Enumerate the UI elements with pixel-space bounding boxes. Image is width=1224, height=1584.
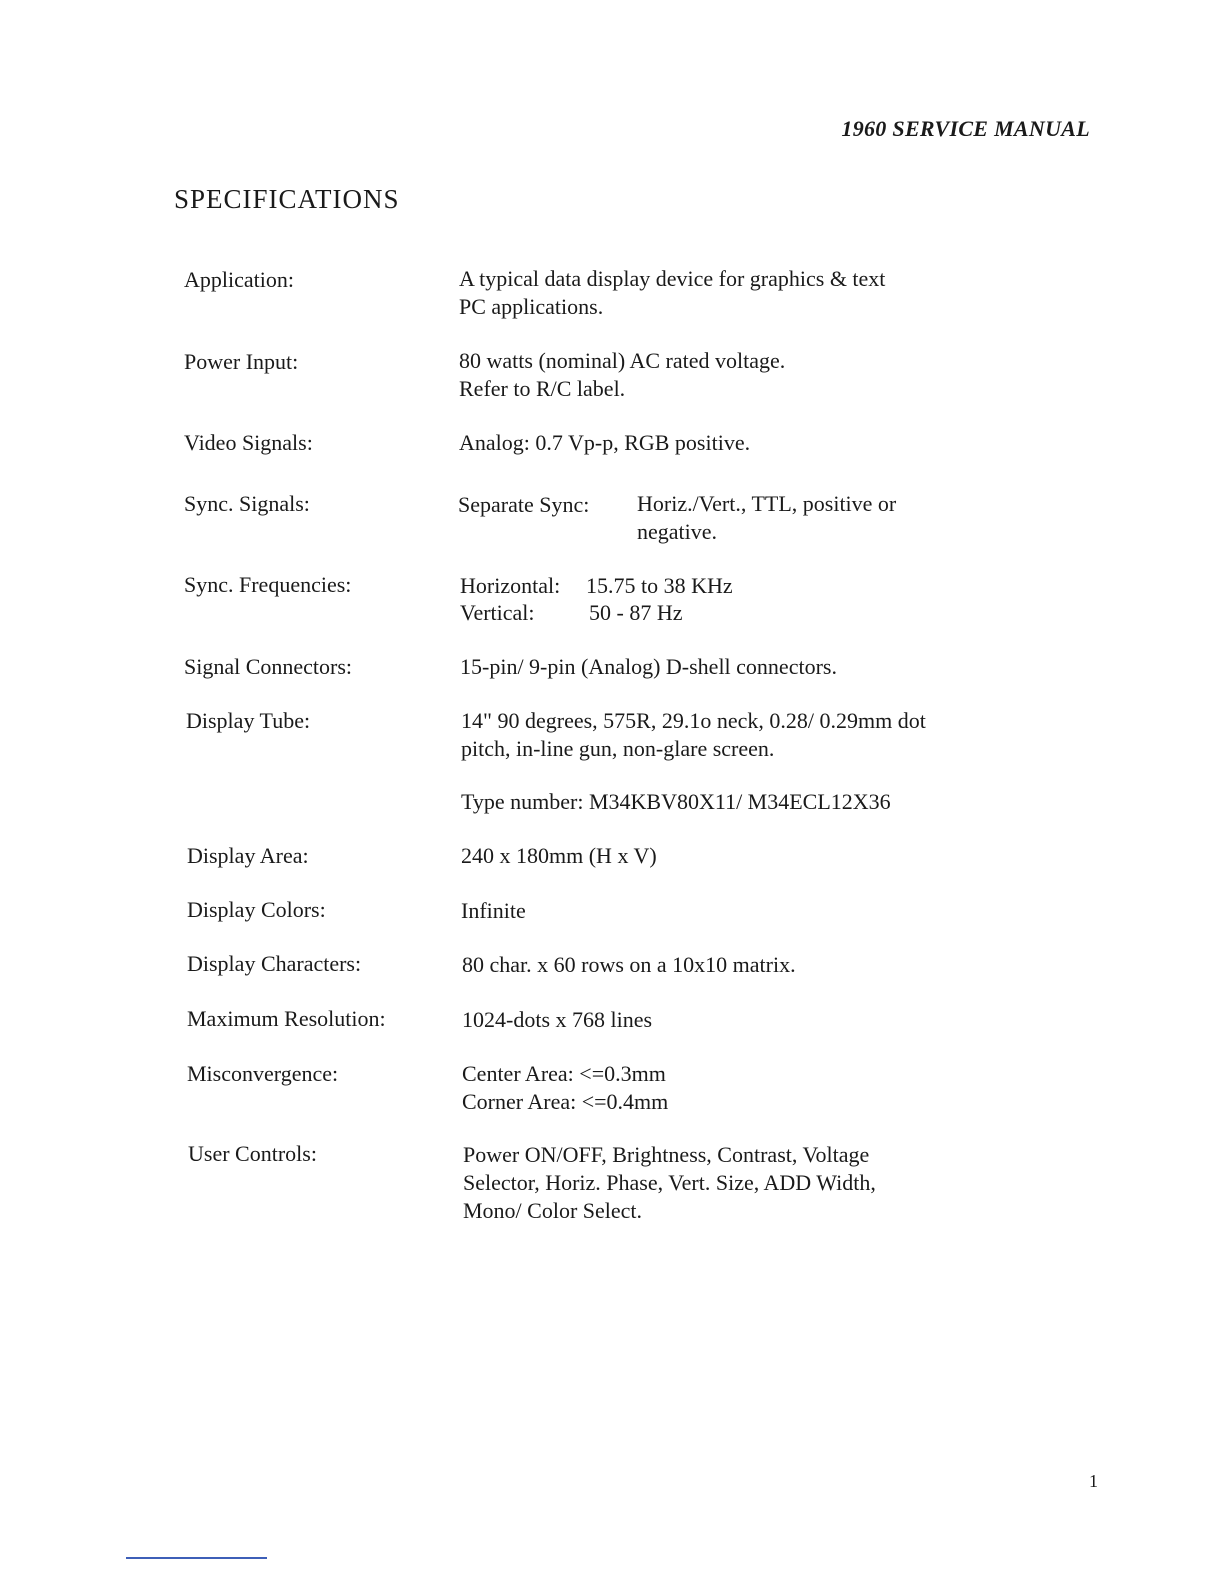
spec-value-misconvergence [462,1060,1022,1116]
spec-value-line: A typical data display device for graphics & text [459,266,886,291]
spec-label-user-controls: User Controls: [188,1141,317,1166]
spec-value-line: Infinite [461,898,526,923]
page-number: 1 [1089,1471,1098,1491]
spec-value-signal-connectors [460,653,1020,681]
spec-value-display-area [461,842,1021,870]
spec-term-separate-sync: Separate Sync: [458,492,590,517]
spec-term-vertical: Vertical: [460,600,535,625]
spec-value-line: 14" 90 degrees, 575R, 29.1o neck, 0.28/ 0.29mm dot [461,708,926,733]
spec-label-sync-signals: Sync. Signals: [184,491,310,516]
spec-value-sync-signals [637,490,1017,546]
spec-value-line: Horiz./Vert., TTL, positive or [637,491,897,516]
spec-value-display-colors [461,897,1021,925]
spec-label-display-tube: Display Tube: [186,708,311,733]
spec-value-line: Selector, Horiz. Phase, Vert. Size, ADD Width, [463,1170,876,1195]
spec-value-line: Center Area: <=0.3mm [462,1061,666,1086]
footer-rule [126,1557,267,1559]
spec-value-line: 80 char. x 60 rows on a 10x10 matrix. [462,952,796,977]
spec-value-line: negative. [637,519,718,544]
spec-value-line: Analog: 0.7 Vp-p, RGB positive. [459,430,751,455]
spec-value-line: pitch, in-line gun, non-glare screen. [461,736,775,761]
spec-value-display-tube [461,707,1021,763]
spec-label-maximum-resolution: Maximum Resolution: [187,1006,386,1031]
spec-value-line: Mono/ Color Select. [463,1198,643,1223]
spec-value-video-signals [459,429,1019,457]
spec-value-maximum-resolution [462,1006,1022,1034]
spec-term-horizontal: Horizontal: [460,573,561,598]
spec-value-user-controls [463,1141,1023,1225]
spec-label-display-colors: Display Colors: [187,897,326,922]
spec-label-display-area: Display Area: [187,843,309,868]
spec-value-horizontal: 15.75 to 38 KHz [586,573,733,598]
spec-label-video-signals: Video Signals: [184,430,313,455]
page-title: SPECIFICATIONS [174,184,400,214]
spec-label-misconvergence: Misconvergence: [187,1061,339,1086]
spec-value-display-characters [462,951,1022,979]
spec-value-line: Refer to R/C label. [459,376,626,401]
spec-label-sync-frequencies: Sync. Frequencies: [184,572,352,597]
spec-value-line: 1024-dots x 768 lines [462,1007,653,1032]
spec-value-line: Corner Area: <=0.4mm [462,1089,669,1114]
spec-label-signal-connectors: Signal Connectors: [184,654,353,679]
spec-value-line: Power ON/OFF, Brightness, Contrast, Voltage [463,1142,870,1167]
spec-value-application [459,265,1019,321]
spec-label-application: Application: [184,267,294,292]
spec-value-vertical: 50 - 87 Hz [589,600,683,625]
spec-value-line: 80 watts (nominal) AC rated voltage. [459,348,786,373]
spec-value-line: 15-pin/ 9-pin (Analog) D-shell connectors. [460,654,837,679]
spec-value-line: 240 x 180mm (H x V) [461,843,657,868]
spec-value-line: PC applications. [459,294,604,319]
page-header: 1960 SERVICE MANUAL [841,116,1090,141]
spec-value-type-number: Type number: M34KBV80X11/ M34ECL12X36 [461,789,891,814]
spec-value-power-input [459,347,1019,403]
spec-label-display-characters: Display Characters: [187,951,362,976]
spec-label-power-input: Power Input: [184,349,299,374]
